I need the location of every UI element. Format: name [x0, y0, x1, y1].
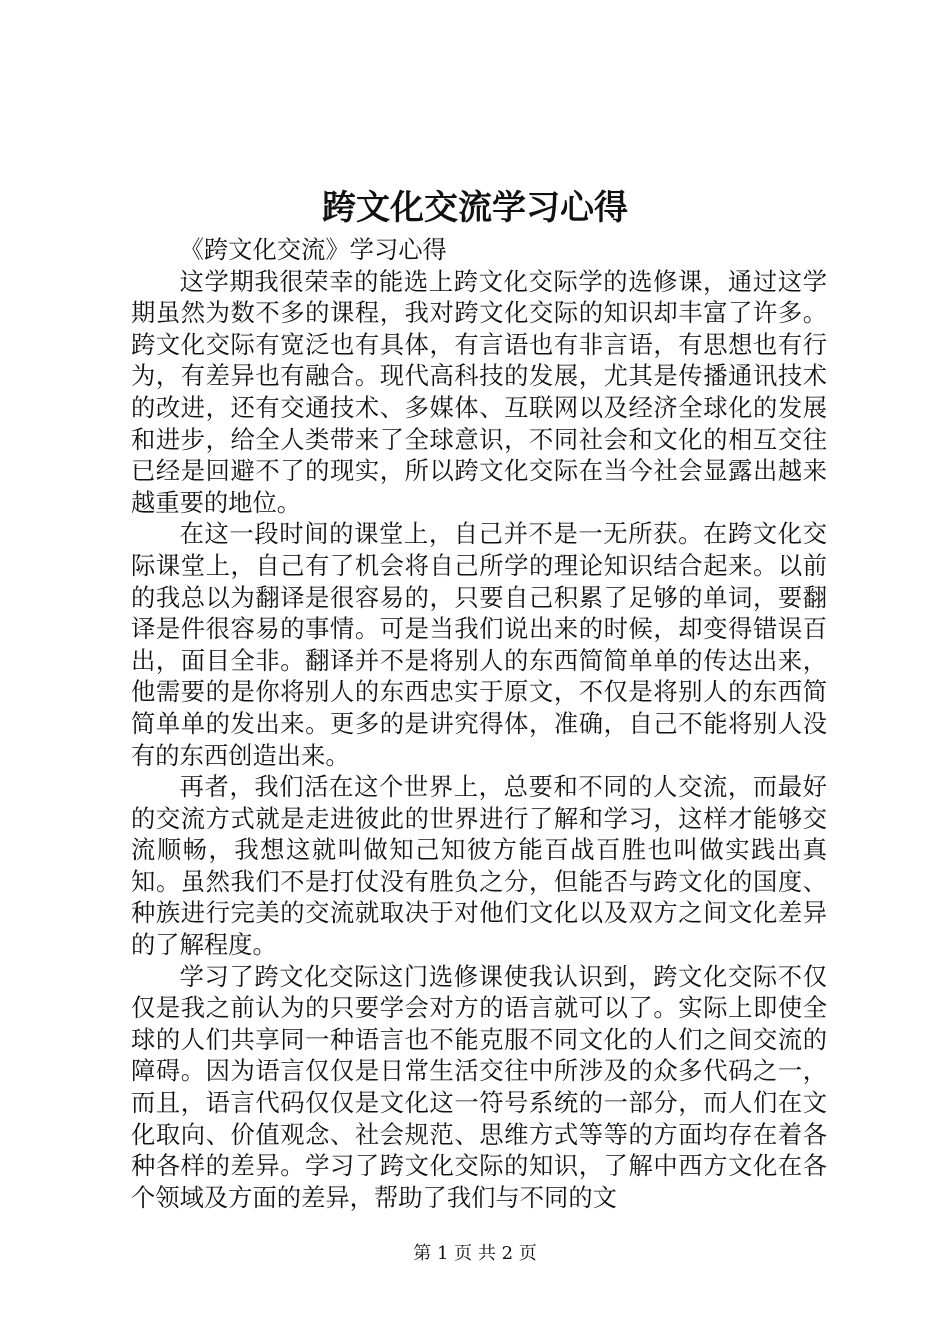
paragraph-4: 学习了跨文化交际这门选修课使我认识到，跨文化交际不仅仅是我之前认为的只要学会对方的语言就可以了。实际上即使全球的人们共享同一种语言也不能克服不同文化的人们之间交流的障碍。因为语言仅仅是日常生活交往中所涉及的众多代码之一，而且，语言代码仅仅是文化这一符号系统的一部分，而人们在文化取向、价值观念、社会规范、思维方式等等的方面均存在着各种各样的差异。学习了跨文化交际的知识，了解中西方文化在各个领域及方面的差异，帮助了我们与不同的文 [131, 961, 827, 1212]
document-subtitle: 《跨文化交流》学习心得 [179, 235, 447, 264]
document-title: 跨文化交流学习心得 [322, 188, 628, 228]
page-number-footer: 第 1 页 共 2 页 [413, 1243, 537, 1264]
paragraph-3: 再者，我们活在这个世界上，总要和不同的人交流，而最好的交流方式就是走进彼此的世界进行了解和学习，这样才能够交流顺畅，我想这就叫做知己知彼方能百战百胜也叫做实践出真知。虽然我们不是打仗没有胜负之分，但能否与跨文化的国度、种族进行完美的交流就取决于对他们文化以及双方之间文化差异的了解程度。 [131, 772, 827, 960]
document-body [131, 234, 827, 1213]
paragraph-1: 这学期我很荣幸的能选上跨文化交际学的选修课，通过这学期虽然为数不多的课程，我对跨文化交际的知识却丰富了许多。跨文化交际有宽泛也有具体，有言语也有非言语，有思想也有行为，有差异也有融合。现代高科技的发展，尤其是传播通讯技术的改进，还有交通技术、多媒体、互联网以及经济全球化的发展和进步，给全人类带来了全球意识，不同社会和文化的相互交往已经是回避不了的现实，所以跨文化交际在当今社会显露出越来越重要的地位。 [131, 266, 827, 517]
paragraph-2: 在这一段时间的课堂上，自己并不是一无所获。在跨文化交际课堂上，自己有了机会将自己所学的理论知识结合起来。以前的我总以为翻译是很容易的，只要自己积累了足够的单词，要翻译是件很容易的事情。可是当我们说出来的时候，却变得错误百出，面目全非。翻译并不是将别人的东西简简单单的传达出来，他需要的是你将别人的东西忠实于原文，不仅是将别人的东西简简单单的发出来。更多的是讲究得体，准确，自己不能将别人没有的东西创造出来。 [131, 519, 827, 770]
